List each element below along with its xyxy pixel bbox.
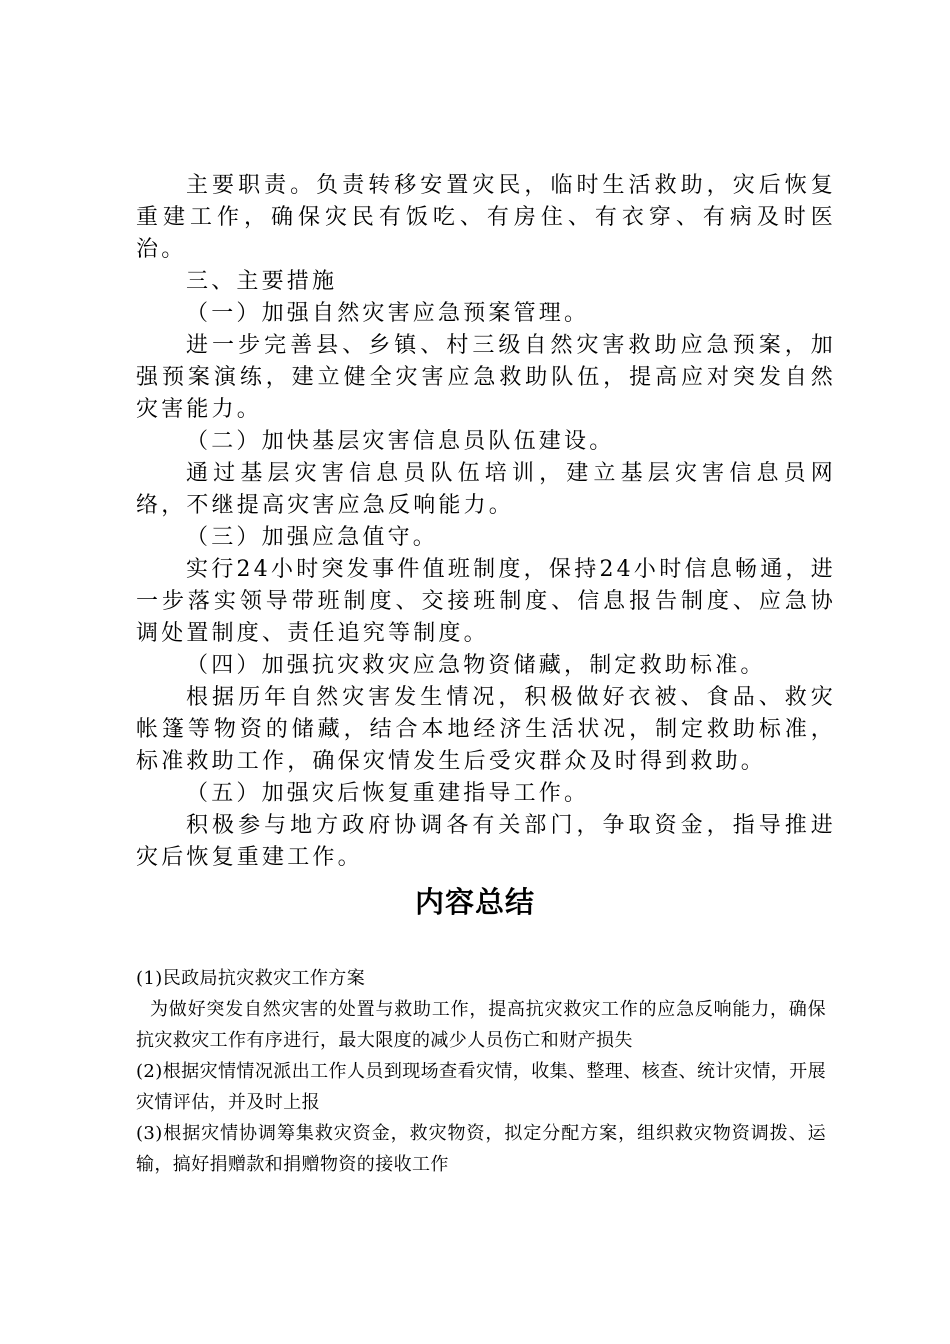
measure-text-3: 实行24小时突发事件值班制度，保持24小时信息畅通，进一步落实领导带班制度、交接班制度、信息报告制度、应急协调处置制度、责任追究等制度。	[136, 557, 836, 646]
section-title: 三、主要措施	[186, 269, 338, 294]
summary-item-1-title: (1)民政局抗灾救灾工作方案	[136, 968, 366, 989]
summary-title: 内容总结	[414, 885, 535, 919]
measure-text-2: 通过基层灾害信息员队伍培训，建立基层灾害信息员网络，不继提高灾害应急反响能力。	[136, 461, 836, 518]
summary-item-2: (2)根据灾情情况派出工作人员到现场查看灾情，收集、整理、核查、统计灾情，开展灾情评估，并及时上报	[136, 1061, 826, 1113]
measure-heading-3: （三）加强应急值守。	[186, 525, 439, 550]
measure-heading-2: （二）加快基层灾害信息员队伍建设。	[186, 429, 615, 454]
measure-heading-4: （四）加强抗灾救灾应急物资储藏，制定救助标准。	[186, 653, 766, 678]
summary-item-1-text: 为做好突发自然灾害的处置与救助工作，提高抗灾救灾工作的应急反响能力，确保抗灾救灾工作有序进行，最大限度的减少人员伤亡和财产损失	[136, 999, 826, 1051]
summary-item-3: (3)根据灾情协调筹集救灾资金，救灾物资，拟定分配方案，组织救灾物资调拨、运输，搞好捐赠款和捐赠物资的接收工作	[136, 1123, 826, 1175]
duties-paragraph: 主要职责。负责转移安置灾民，临时生活救助，灾后恢复重建工作，确保灾民有饭吃、有房住、有衣穿、有病及时医治。	[136, 173, 836, 262]
measure-text-5: 积极参与地方政府协调各有关部门，争取资金，指导推进灾后恢复重建工作。	[136, 813, 836, 870]
measure-heading-5: （五）加强灾后恢复重建指导工作。	[186, 781, 590, 806]
measure-text-4: 根据历年自然灾害发生情况，积极做好衣被、食品、救灾帐篷等物资的储藏，结合本地经济生活状况，制定救助标准，标准救助工作，确保灾情发生后受灾群众及时得到救助。	[136, 685, 836, 774]
measure-heading-1: （一）加强自然灾害应急预案管理。	[186, 301, 590, 326]
measure-text-1: 进一步完善县、乡镇、村三级自然灾害救助应急预案，加强预案演练，建立健全灾害应急救助队伍，提高应对突发自然灾害能力。	[136, 333, 836, 422]
